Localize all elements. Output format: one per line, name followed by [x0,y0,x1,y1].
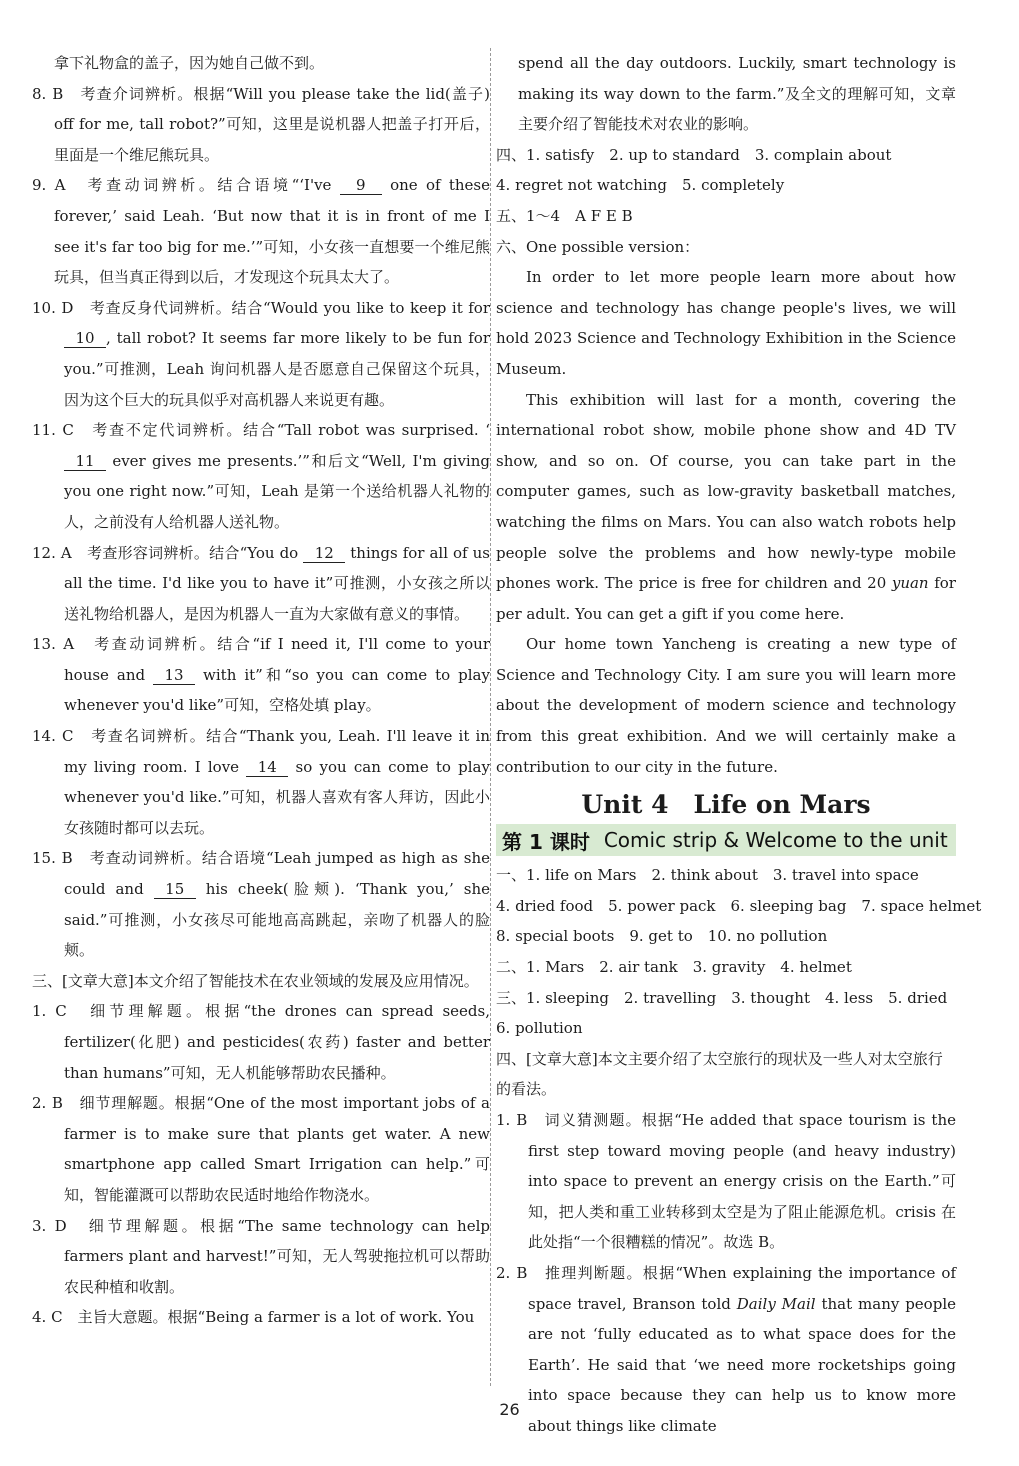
blank-13: 13 [153,666,195,685]
reading-answer-4: 4. C 主旨大意题。根据“Being a farmer is a lot of work. You [32,1308,475,1327]
blank-14: 14 [246,758,288,777]
vocab-answers-line-2: 4. dried food 5. power pack 6. sleeping bag 7. space helmet [496,896,982,915]
blank-10: 10 [64,329,106,348]
section-4-answers-line-2: 4. regret not watching 5. completely [496,176,785,195]
answer-9: 9. A 考查动词辨析。结合语境“‘I've 9 one of these forever,’ said Leah. ‘But now that it is in front of me I see it's far too big for me.’”可知，小女孩一直想要一个维尼熊玩具，但当真正得到以后，才发现这个玩具太大了。 [32,176,491,287]
vocab-answers-line-1: 一、1. life on Mars 2. think about 3. travel into space [496,866,919,885]
answer-8: 8. B 考查介词辨析。根据“Will you please take the lid(盖子) off for me, tall robot?”可知，这里是说机器人把盖子打开后，里面是一个维尼熊玩具。 [32,84,490,164]
vocab-answers-line-3: 8. special boots 9. get to 10. no pollution [496,927,828,946]
blank-11: 11 [64,452,106,471]
reading-answer-4-continuation: spend all the day outdoors. Luckily, smart technology is making its way down to the farm.”及全文的理解可知，文章主要介绍了智能技术对农业的影响。 [518,54,956,134]
blank-9: 9 [340,176,382,195]
column-divider [490,48,491,1386]
section-3-answers-line-2: 6. pollution [496,1019,583,1038]
lesson-title: Comic strip & Welcome to the unit [603,828,948,853]
unit4-reading-answer-2: 2. B 推理判断题。根据“When explaining the importance of space travel, Branson told Daily Mail that many people are not ‘fully educated as to what space does for the Earth’. He said that ‘we need more rocketships going into space because they can help us to know more about things like climate [496,1263,956,1435]
answer-13: 13. A 考查动词辨析。结合“if I need it, I'll come to your house and 13 with it”和“so you can come to play whenever you'd like”可知，空格处填 play。 [32,635,490,715]
answer-11: 11. C 考查不定代词辨析。结合“Tall robot was surprised. ‘11 ever gives me presents.’”和后文“Well, I'm giving you one right now.”可知，Leah 是第一个送给机器人礼物的人，之前没有人给机器人送礼物。 [32,421,490,531]
section-3-summary: 三、[文章大意]本文介绍了智能技术在农业领域的发展及应用情况。 [32,971,479,990]
section-4-summary: 四、[文章大意]本文主要介绍了太空旅行的现状及一些人对太空旅行的看法。 [496,1049,943,1099]
section-3-answers-line-1: 三、1. sleeping 2. travelling 3. thought 4. less 5. dried [496,988,948,1007]
answer-15: 15. B 考查动词辨析。结合语境“Leah jumped as high as she could and 15 his cheek(脸颊). ‘Thank you,’ she said.”可推测，小女孩尽可能地高高跳起，亲吻了机器人的脸颊。 [32,849,490,960]
right-column [496,48,982,1442]
unit-title: Unit 4 Life on Mars [581,790,871,820]
reading-answer-3: 3. D 细节理解题。根据“The same technology can help farmers plant and harvest!”可知，无人驾驶拖拉机可以帮助农民种植和收割。 [32,1216,490,1296]
blank-15: 15 [154,880,196,899]
lesson-header [496,824,956,856]
essay-paragraph-1: In order to let more people learn more about how science and technology has change people's lives, we will hold 2023 Science and Technology Exhibition in the Science Museum. [496,268,956,378]
left-column [32,48,490,1333]
section-2-answers: 二、1. Mars 2. air tank 3. gravity 4. helmet [496,958,852,977]
reading-answer-1: 1. C 细节理解题。根据“the drones can spread seeds, fertilizer(化肥) and pesticides(农药) faster and better than humans”可知，无人机能够帮助农民播种。 [32,1002,490,1082]
section-4-answers-line-1: 四、1. satisfy 2. up to standard 3. complain about [496,145,892,164]
answer-14: 14. C 考查名词辨析。结合“Thank you, Leah. I'll leave it in my living room. I love 14 so you can come to play whenever you'd like.”可知，机器人喜欢有客人拜访，因此小女孩随时都可以去玩。 [32,727,490,837]
answer-7-continuation: 拿下礼物盒的盖子，因为她自己做不到。 [54,54,325,72]
page-number: 26 [499,1400,520,1419]
essay-paragraph-2: This exhibition will last for a month, covering the international robot show, mobile phone show and 4D TV show, and so on. Of course, you can take part in the computer games, such as low-gravity basketball matches, watching the films on Mars. You can also watch robots help people solve the problems and how newly-type mobile phones work. The price is free for children and 20 yuan for per adult. You can get a gift if you come here. [496,390,956,623]
lesson-number: 第 1 课时 [502,829,590,854]
answer-12: 12. A 考查形容词辨析。结合“You do 12 things for all of us all the time. I'd like you to have it”可推测，小女孩之所以送礼物给机器人，是因为机器人一直为大家做有意义的事情。 [32,543,490,623]
answer-10: 10. D 考查反身代词辨析。结合“Would you like to keep it for 10 , tall robot? It seems far more likely to be fun for you.”可推测，Leah 询问机器人是否愿意自己保留这个玩具，因为这个巨大的玩具似乎对高机器人来说更有趣。 [32,298,490,409]
essay-paragraph-3: Our home town Yancheng is creating a new type of Science and Technology City. I am sure you will learn more about the development of modern science and technology from this great exhibition. And we will certainly make a contribution to our city in the future. [496,635,956,776]
section-5-answers: 五、1～4 A F E B [496,206,633,225]
unit4-reading-answer-1: 1. B 词义猜测题。根据“He added that space tourism is the first step toward moving people (and heavy industry) into space to prevent an energy crisis on the Earth.”可知，把人类和重工业转移到太空是为了阻止能源危机。crisis 在此处指“一个很糟糕的情况”。故选 B。 [496,1111,956,1252]
section-6-heading: 六、One possible version： [496,237,700,256]
blank-12: 12 [303,544,345,563]
reading-answer-2: 2. B 细节理解题。根据“One of the most important jobs of a farmer is to make sure that plants get water. A new smartphone app called Smart Irrigation can help.”可知，智能灌溉可以帮助农民适时地给作物浇水。 [32,1094,490,1204]
